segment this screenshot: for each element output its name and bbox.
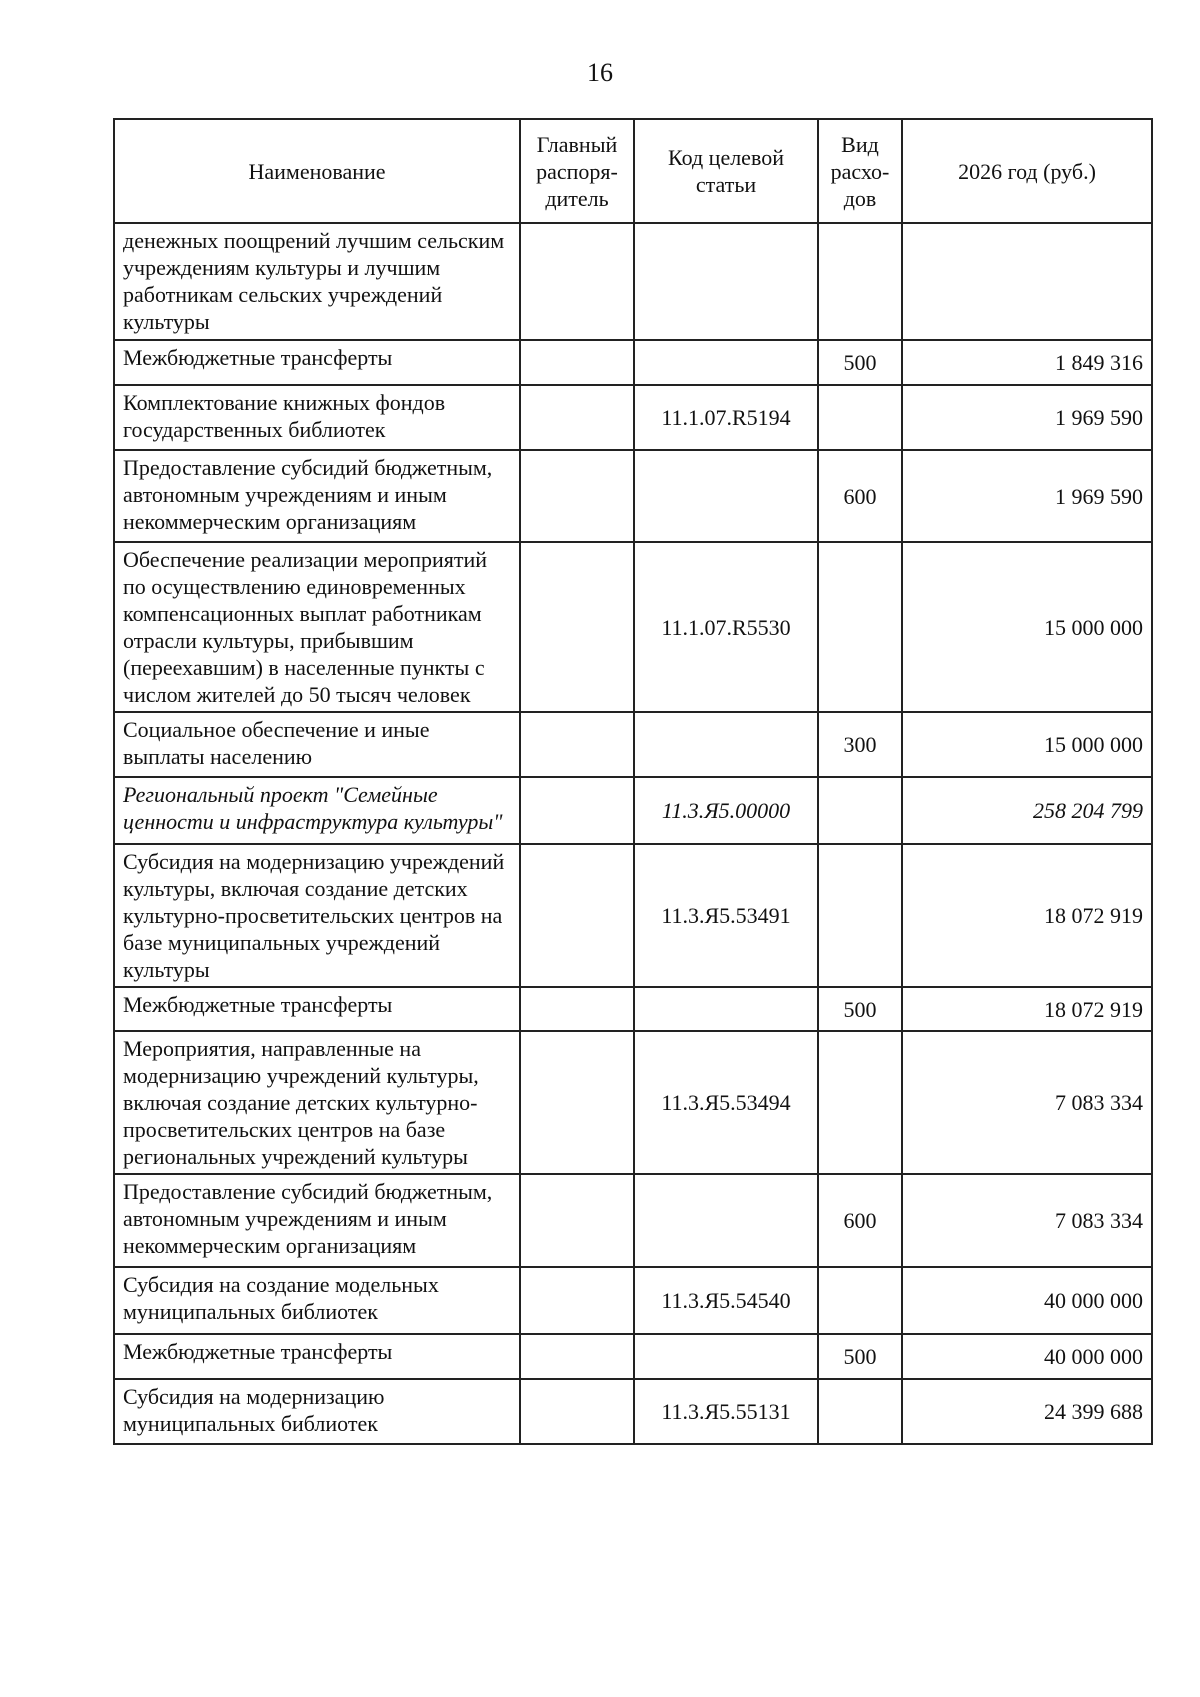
cell-expense-type (818, 223, 902, 340)
cell-name: Предоставление субсидий бюджетным, автономным учреждениям и иным некоммерческим организациям (114, 1174, 520, 1267)
cell-main-manager (520, 340, 634, 385)
cell-name: Субсидия на модернизацию учреждений культуры, включая создание детских культурно-просветительских центров на базе муниципальных учреждений культуры (114, 844, 520, 987)
cell-amount: 40 000 000 (902, 1267, 1152, 1334)
table-row (114, 1334, 1152, 1379)
cell-expense-type: 600 (818, 1174, 902, 1267)
cell-target-code: 11.3.Я5.55131 (634, 1379, 818, 1444)
cell-main-manager (520, 223, 634, 340)
page-number: 16 (587, 58, 613, 87)
table-row (114, 1174, 1152, 1267)
cell-name: Предоставление субсидий бюджетным, автономным учреждениям и иным некоммерческим организациям (114, 450, 520, 542)
cell-expense-type (818, 542, 902, 712)
cell-expense-type: 500 (818, 340, 902, 385)
cell-target-code: 11.3.Я5.54540 (634, 1267, 818, 1334)
cell-amount: 18 072 919 (902, 987, 1152, 1031)
cell-target-code: 11.3.Я5.53491 (634, 844, 818, 987)
cell-name: Межбюджетные трансферты (114, 340, 520, 385)
cell-expense-type (818, 844, 902, 987)
cell-expense-type (818, 1267, 902, 1334)
cell-target-code (634, 987, 818, 1031)
header-amount: 2026 год (руб.) (902, 119, 1152, 223)
cell-amount: 1 849 316 (902, 340, 1152, 385)
table-row (114, 223, 1152, 340)
cell-target-code: 11.1.07.R5530 (634, 542, 818, 712)
table-row (114, 844, 1152, 987)
table-row (114, 542, 1152, 712)
cell-name: Региональный проект "Семейные ценности и инфраструктура культуры" (114, 777, 520, 844)
cell-main-manager (520, 1174, 634, 1267)
cell-main-manager (520, 1031, 634, 1174)
cell-amount: 7 083 334 (902, 1031, 1152, 1174)
cell-main-manager (520, 777, 634, 844)
table-row (114, 712, 1152, 777)
cell-main-manager (520, 542, 634, 712)
table-body (114, 223, 1152, 1444)
table-row (114, 1031, 1152, 1174)
header-expense-type: Вид расхо-дов (818, 119, 902, 223)
table-row (114, 777, 1152, 844)
cell-target-code: 11.1.07.R5194 (634, 385, 818, 450)
cell-expense-type (818, 777, 902, 844)
cell-name: Мероприятия, направленные на модернизацию учреждений культуры, включая создание детских культурно-просветительских центров на базе региональных учреждений культуры (114, 1031, 520, 1174)
cell-name: Субсидия на модернизацию муниципальных библиотек (114, 1379, 520, 1444)
cell-main-manager (520, 844, 634, 987)
cell-main-manager (520, 1379, 634, 1444)
budget-table (113, 118, 1153, 1445)
cell-target-code (634, 450, 818, 542)
table-row (114, 1267, 1152, 1334)
cell-name: Межбюджетные трансферты (114, 987, 520, 1031)
table-row (114, 987, 1152, 1031)
cell-amount: 258 204 799 (902, 777, 1152, 844)
cell-amount: 18 072 919 (902, 844, 1152, 987)
header-target-code: Код целевой статьи (634, 119, 818, 223)
header-main-manager: Главный распоря-дитель (520, 119, 634, 223)
cell-expense-type: 600 (818, 450, 902, 542)
table-row (114, 340, 1152, 385)
cell-name: Социальное обеспечение и иные выплаты населению (114, 712, 520, 777)
cell-name: Межбюджетные трансферты (114, 1334, 520, 1379)
cell-target-code (634, 223, 818, 340)
cell-amount (902, 223, 1152, 340)
cell-target-code: 11.3.Я5.53494 (634, 1031, 818, 1174)
cell-amount: 15 000 000 (902, 542, 1152, 712)
cell-amount: 40 000 000 (902, 1334, 1152, 1379)
cell-expense-type (818, 1031, 902, 1174)
cell-expense-type: 500 (818, 987, 902, 1031)
cell-main-manager (520, 712, 634, 777)
cell-target-code (634, 1334, 818, 1379)
cell-target-code (634, 712, 818, 777)
cell-name: Обеспечение реализации мероприятий по осуществлению единовременных компенсационных выплат работникам отрасли культуры, прибывшим (переехавшим) в населенные пункты с числом жителей до 50 тысяч человек (114, 542, 520, 712)
table-row (114, 1379, 1152, 1444)
cell-amount: 15 000 000 (902, 712, 1152, 777)
cell-main-manager (520, 1267, 634, 1334)
cell-main-manager (520, 385, 634, 450)
cell-name: Субсидия на создание модельных муниципальных библиотек (114, 1267, 520, 1334)
header-name: Наименование (114, 119, 520, 223)
cell-name: денежных поощрений лучшим сельским учреждениям культуры и лучшим работникам сельских учреждений культуры (114, 223, 520, 340)
cell-name: Комплектование книжных фондов государственных библиотек (114, 385, 520, 450)
cell-main-manager (520, 1334, 634, 1379)
cell-target-code (634, 340, 818, 385)
cell-main-manager (520, 987, 634, 1031)
cell-expense-type (818, 385, 902, 450)
table-header-row (114, 119, 1152, 223)
cell-target-code (634, 1174, 818, 1267)
cell-amount: 1 969 590 (902, 450, 1152, 542)
cell-amount: 7 083 334 (902, 1174, 1152, 1267)
table-row (114, 450, 1152, 542)
cell-target-code: 11.3.Я5.00000 (634, 777, 818, 844)
cell-expense-type: 300 (818, 712, 902, 777)
cell-expense-type (818, 1379, 902, 1444)
cell-main-manager (520, 450, 634, 542)
table-row (114, 385, 1152, 450)
cell-amount: 24 399 688 (902, 1379, 1152, 1444)
cell-amount: 1 969 590 (902, 385, 1152, 450)
cell-expense-type: 500 (818, 1334, 902, 1379)
